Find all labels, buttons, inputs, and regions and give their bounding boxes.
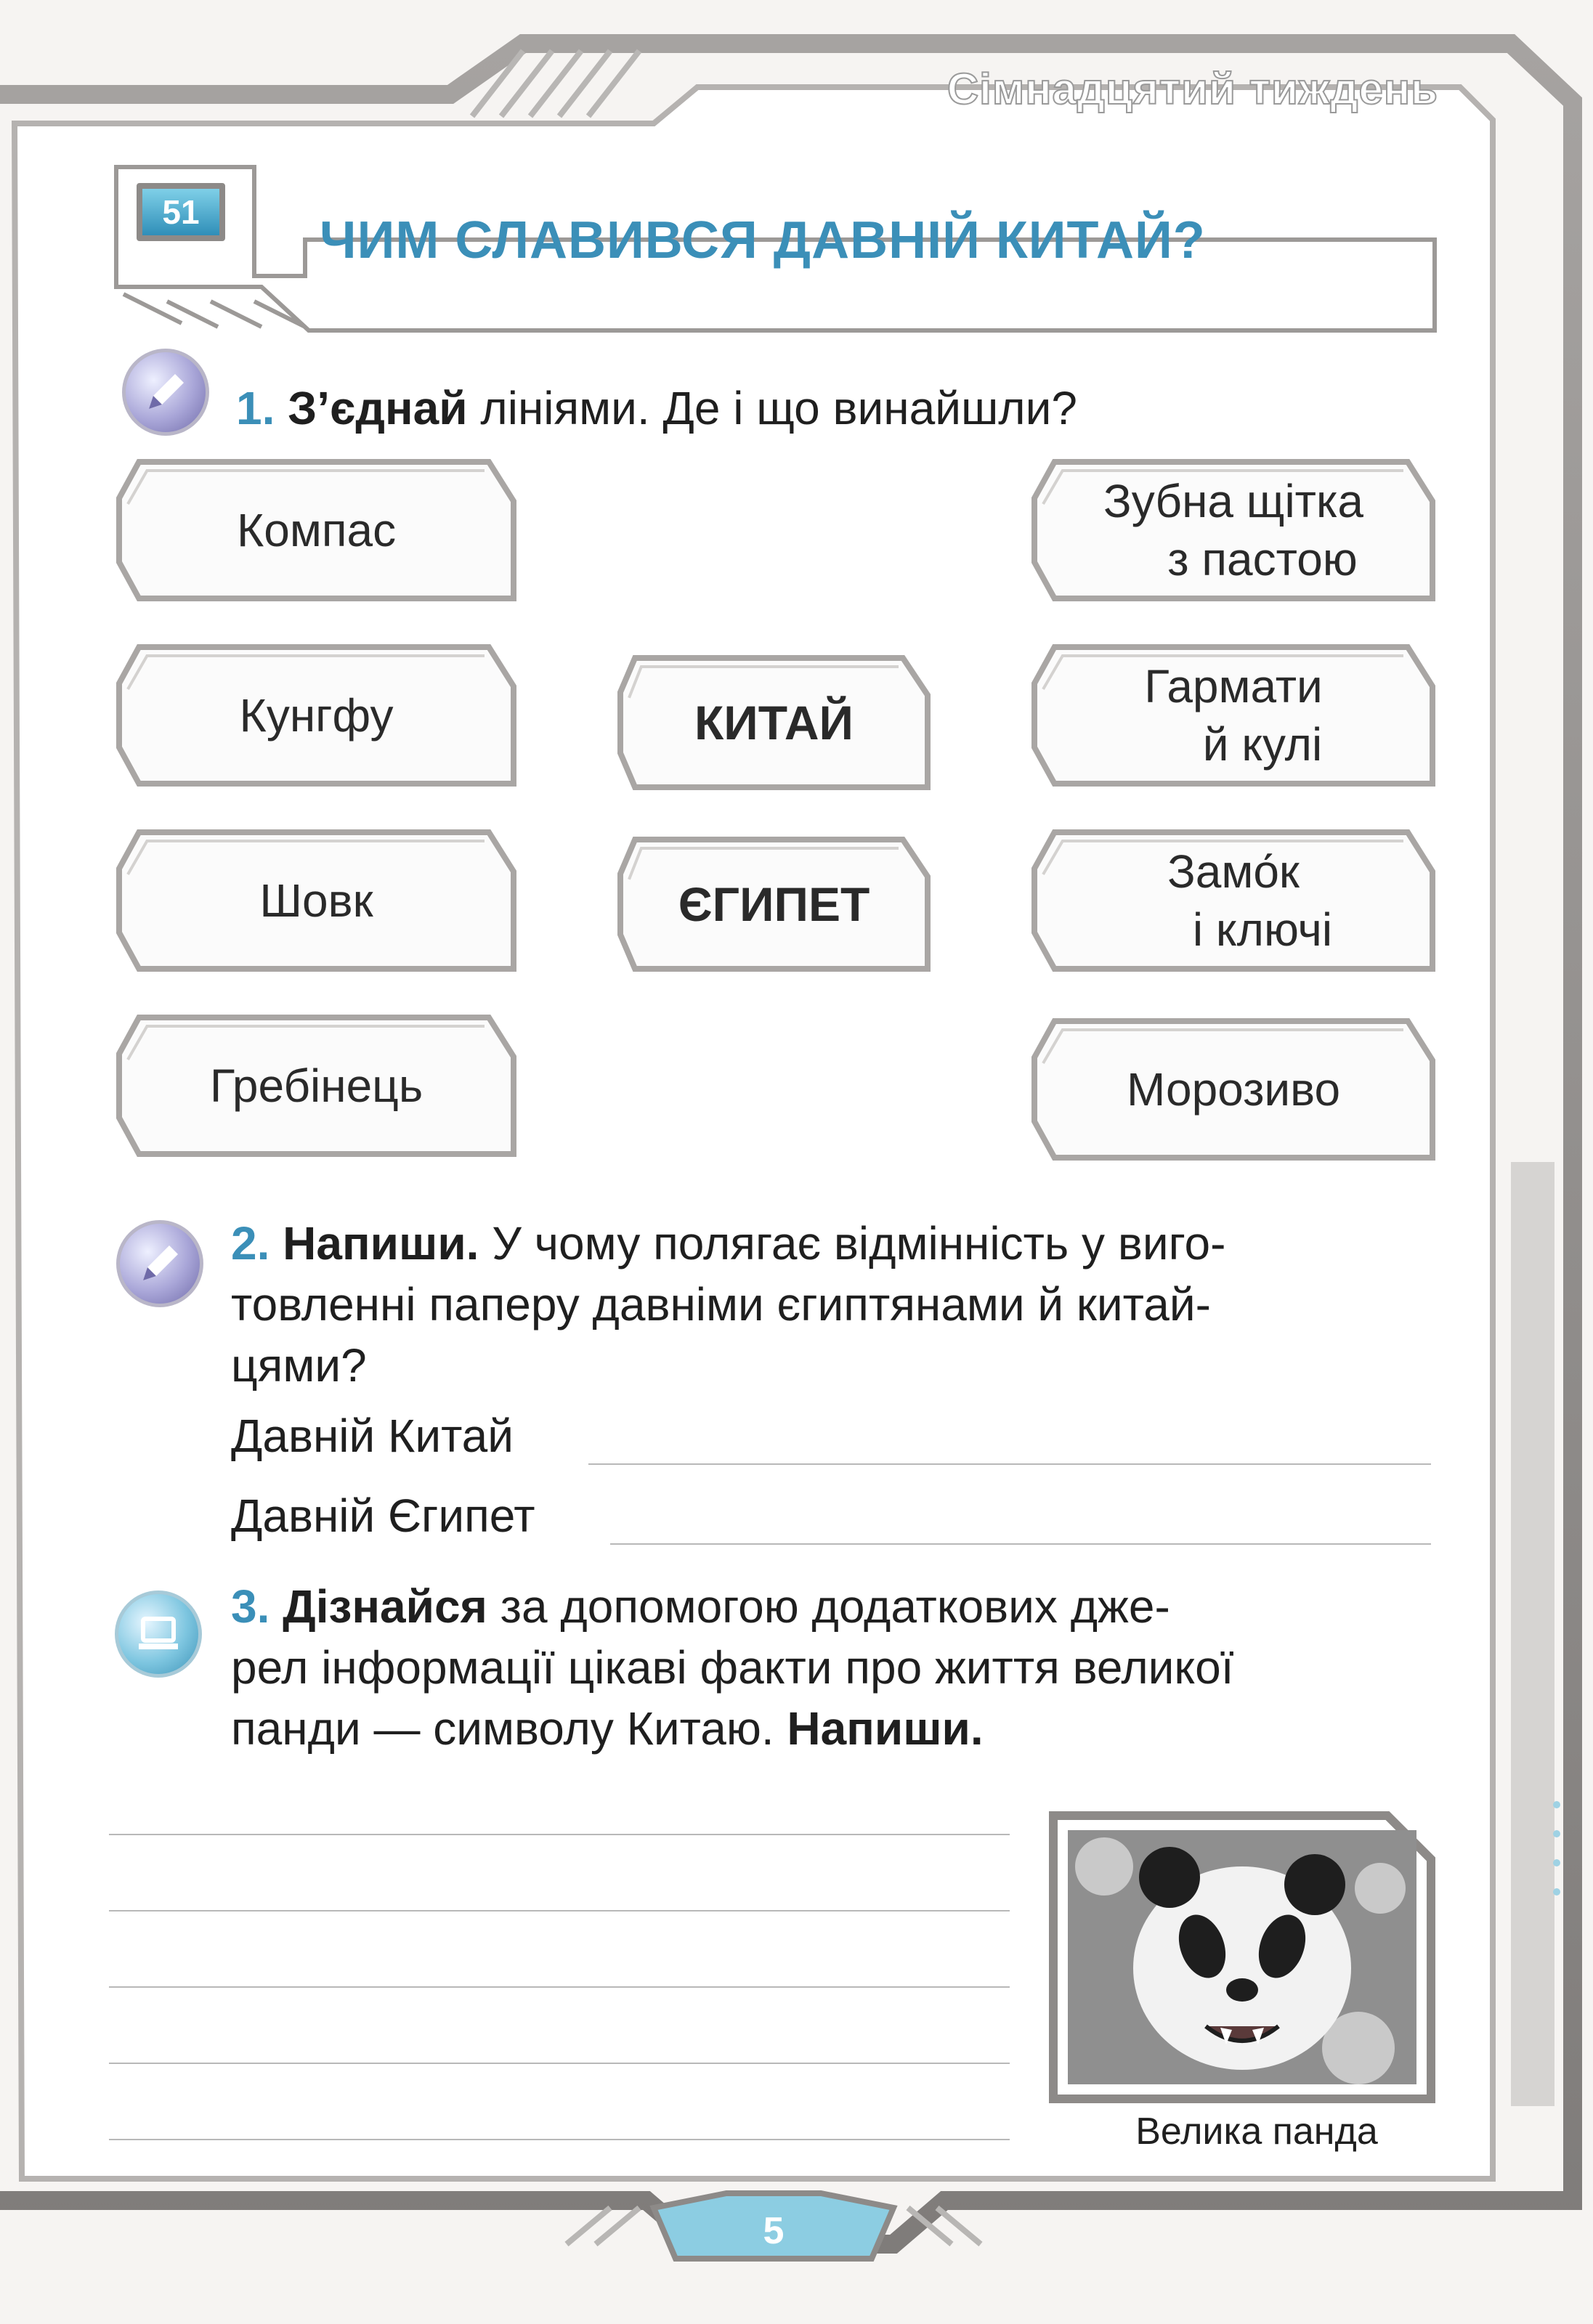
task3-text-3: панди — символу Китаю.	[231, 1702, 787, 1755]
task3-instruction-line2: рел інформації цікаві факти про життя великої	[231, 1641, 1234, 1694]
writing-line[interactable]	[109, 2063, 1010, 2064]
task3-instruction-line1	[231, 1576, 1451, 1637]
task1-text: лініями. Де і що винайшли?	[467, 382, 1077, 434]
task2-text-1: У чому полягає відмінність у виго-	[479, 1217, 1226, 1269]
card-center-1-label: ЄГИПЕТ	[678, 877, 870, 931]
card-right-3[interactable]	[1030, 1017, 1437, 1162]
card-right-1-label-line: Гармати	[1144, 660, 1323, 712]
card-right-1-label	[1144, 657, 1323, 773]
card-left-0-label: Компас	[236, 504, 397, 556]
task1-verb: З’єднай	[288, 382, 468, 434]
week-header: Сімнадцятий тиждень	[947, 65, 1438, 113]
card-left-2-label: Шовк	[259, 874, 373, 927]
card-right-2-label-line: і ключі	[1192, 903, 1333, 956]
card-center-1[interactable]	[616, 835, 932, 973]
card-right-2-label	[1135, 842, 1332, 959]
panda-image	[1046, 1808, 1438, 2142]
task2-number: 2.	[231, 1217, 270, 1269]
task3-instruction-line3	[231, 1698, 984, 1759]
card-right-0-label-line: Зубна щітка	[1103, 475, 1363, 527]
card-right-3-label: Морозиво	[1126, 1063, 1341, 1116]
pencil-icon	[116, 1220, 203, 1307]
task2-instruction-line1	[231, 1213, 1451, 1274]
decorative-dots	[1553, 1801, 1562, 1917]
writing-line[interactable]	[109, 1910, 1010, 1911]
card-right-1-label-line: й кулі	[1202, 718, 1323, 771]
writing-line[interactable]	[109, 1986, 1010, 1988]
task3-verb-write: Напиши.	[787, 1702, 984, 1755]
task1-instruction	[236, 378, 1077, 439]
card-right-2-label-line: Замо́к	[1167, 845, 1300, 898]
page-number: 5	[763, 2210, 785, 2252]
card-left-3[interactable]	[115, 1013, 518, 1158]
writing-line[interactable]	[109, 2139, 1010, 2140]
task3-text-1: за допомогою додаткових дже-	[487, 1580, 1170, 1633]
card-right-0-label-line: з пастою	[1167, 533, 1358, 585]
card-left-1-label: Кунгфу	[239, 689, 394, 742]
card-right-0-label	[1103, 472, 1363, 588]
task1-number: 1.	[236, 382, 275, 434]
card-center-0[interactable]	[616, 654, 932, 792]
lesson-title: ЧИМ СЛАВИВСЯ ДАВНІЙ КИТАЙ?	[320, 211, 1206, 269]
card-right-1[interactable]	[1030, 643, 1437, 788]
card-left-3-label: Гребінець	[209, 1060, 423, 1112]
task2-verb: Напиши.	[283, 1217, 479, 1269]
panda-caption: Велика панда	[1135, 2110, 1378, 2153]
card-left-0[interactable]	[115, 458, 518, 603]
card-left-1[interactable]	[115, 643, 518, 788]
card-left-2[interactable]	[115, 828, 518, 973]
task2-instruction-line3: цями?	[231, 1339, 367, 1391]
card-right-2[interactable]	[1030, 828, 1437, 973]
lesson-number-badge: 51	[137, 183, 225, 241]
task2-instruction-line2: товленні паперу давніми єгиптянами й китай-	[231, 1278, 1211, 1330]
answer-line-china[interactable]	[588, 1463, 1431, 1465]
card-right-0[interactable]	[1030, 458, 1437, 603]
answer-label-china: Давній Китай	[231, 1410, 514, 1462]
writing-line[interactable]	[109, 1834, 1010, 1835]
task3-number: 3.	[231, 1580, 270, 1633]
pencil-icon	[122, 349, 209, 436]
answer-line-egypt[interactable]	[610, 1543, 1431, 1545]
task3-verb: Дізнайся	[283, 1580, 487, 1633]
computer-icon	[115, 1590, 202, 1678]
answer-label-egypt: Давній Єгипет	[231, 1490, 535, 1542]
card-center-0-label: КИТАЙ	[694, 696, 854, 749]
